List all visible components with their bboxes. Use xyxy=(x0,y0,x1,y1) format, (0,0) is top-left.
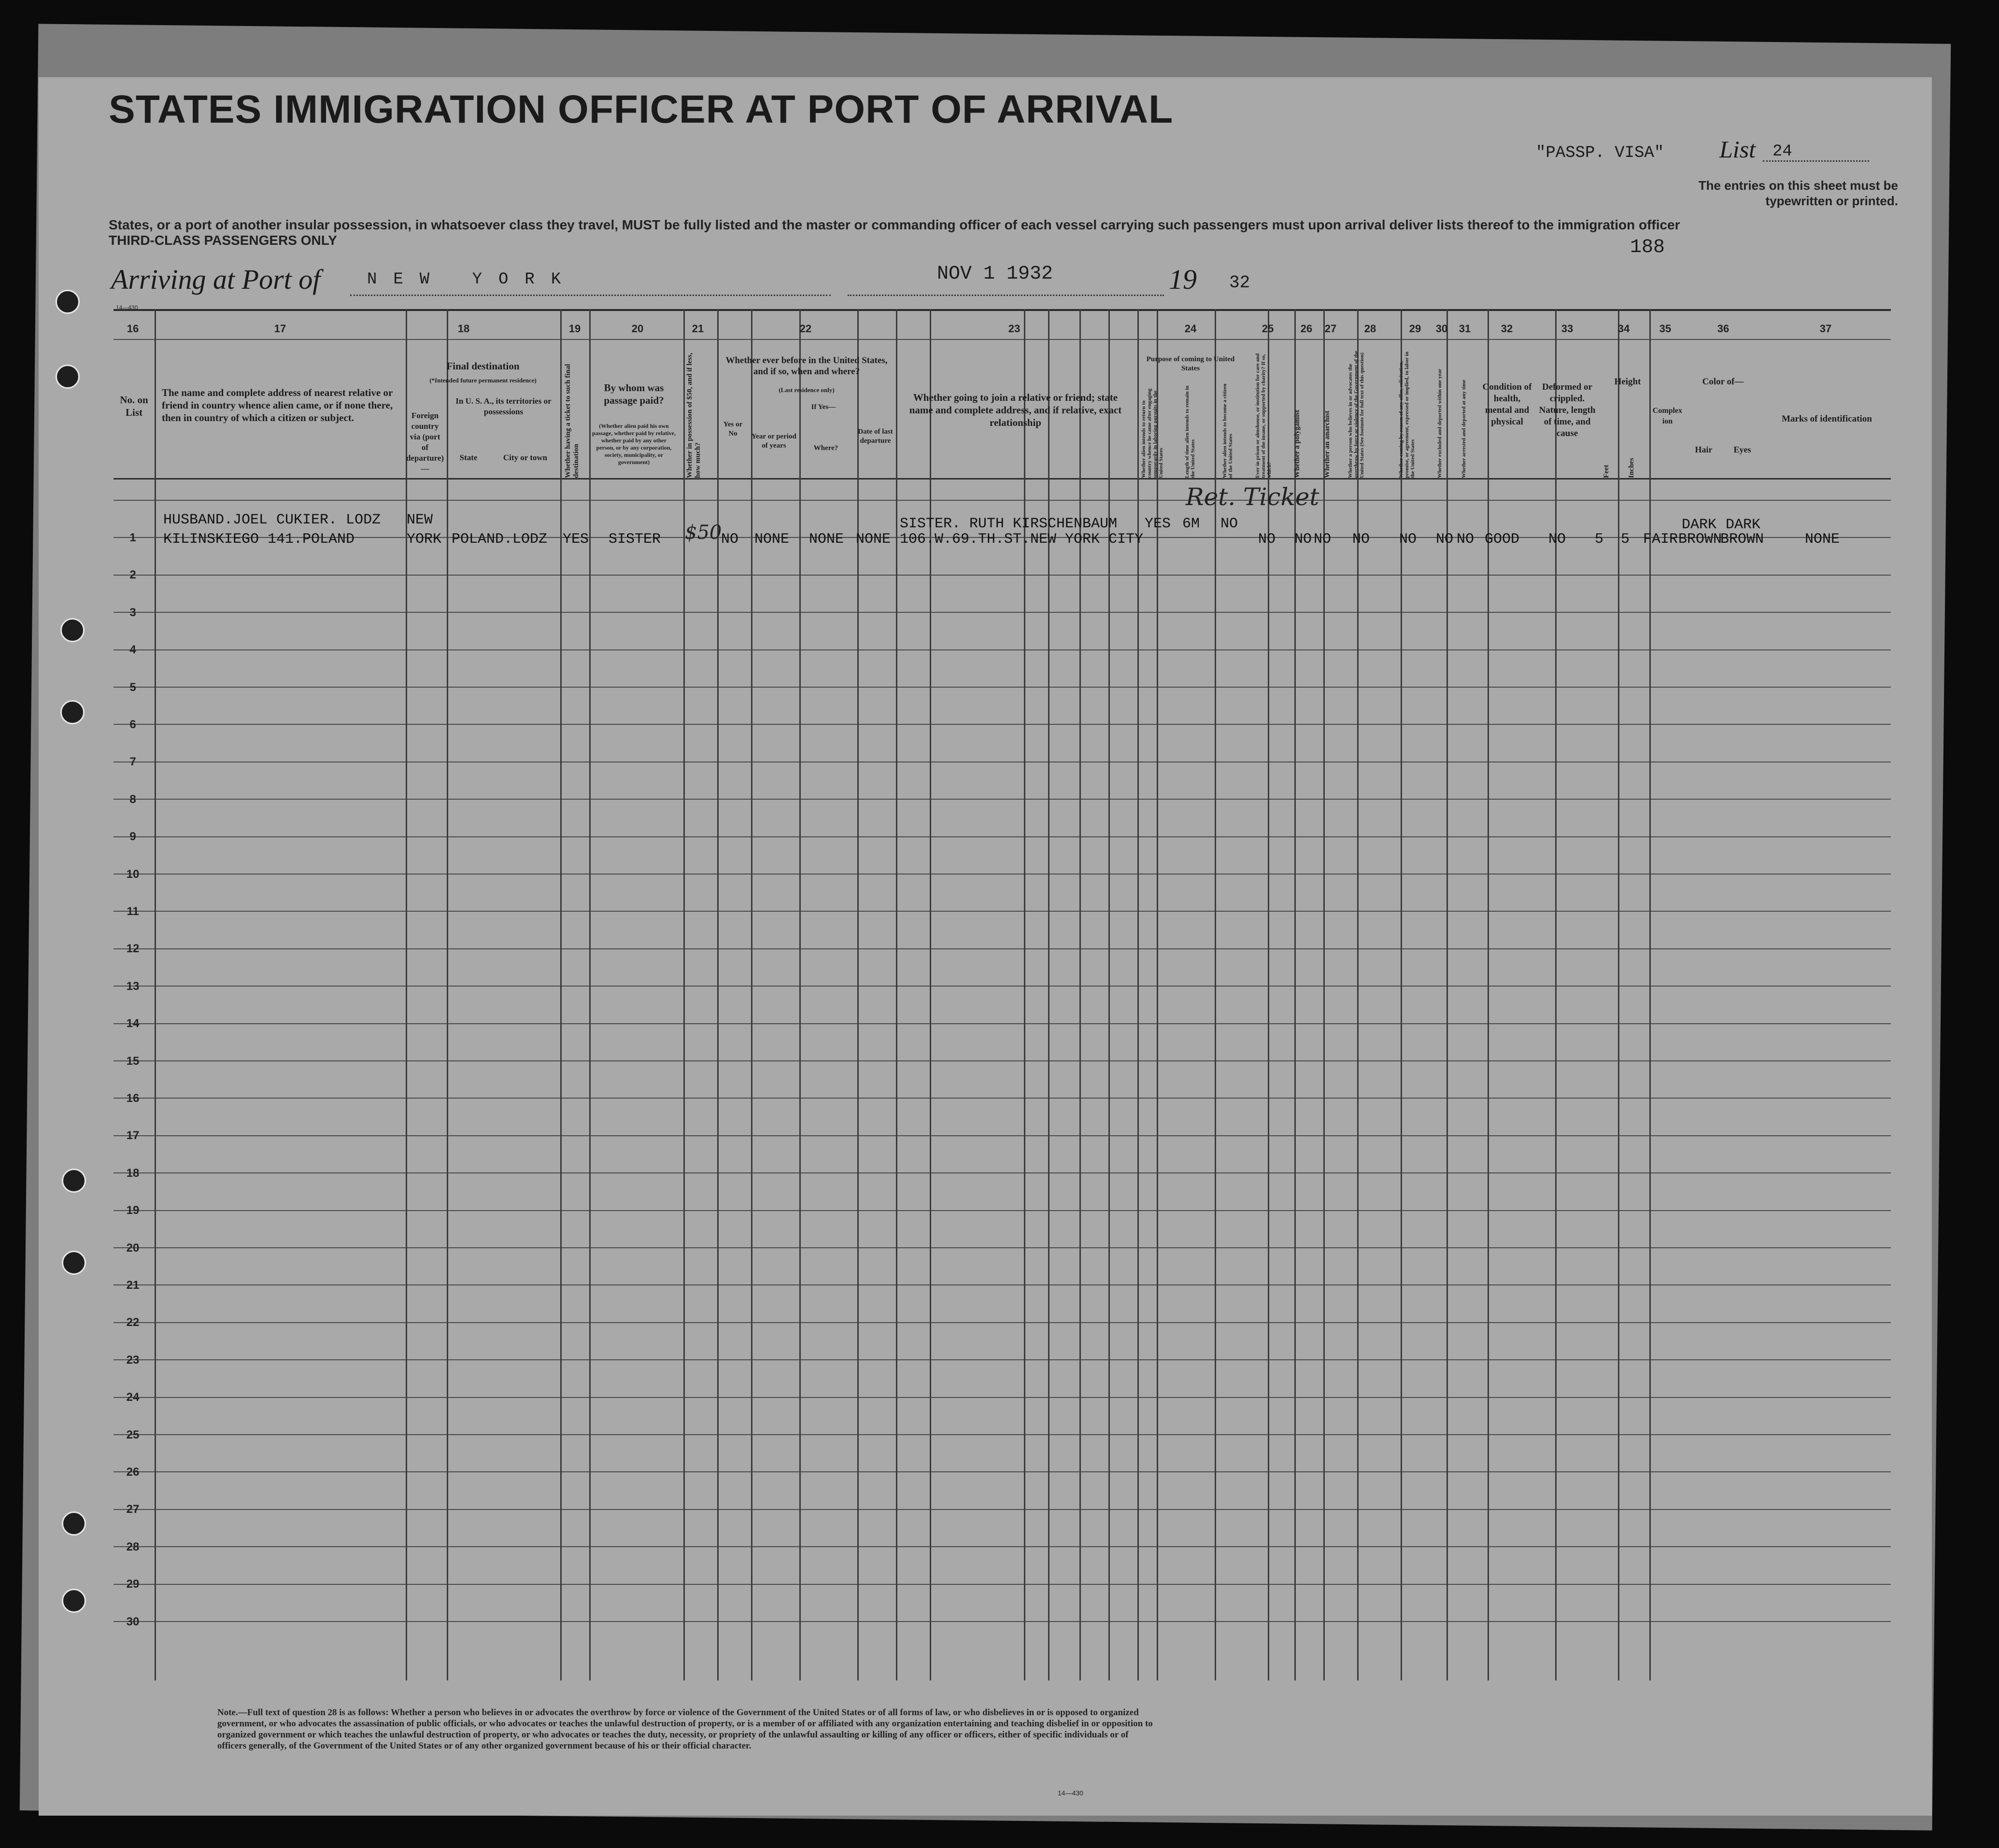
row-rule xyxy=(113,911,1891,912)
column-number: 21 xyxy=(692,323,704,335)
column-rule xyxy=(751,309,752,1680)
header-purpose-citizen: Whether alien intends to become a citizen of the United States xyxy=(1222,383,1233,478)
header-join-relative: Whether going to join a relative or friend; state name and complete address, and if relative, exact relationship xyxy=(909,392,1122,428)
date-dotted-line xyxy=(848,295,1164,296)
footnote-question-28: Note.—Full text of question 28 is as follows: Whether a person who believes in or advocates the overthrow by force or violence of the Government of the United States or of all forms of law, or who disbelieves in or is opposed to organized government, or who advocates the assassination of public officials, or who advocates or teaches the unlawful destruction of property, or is a member of or affiliated with any organization entertaining and teaching disbelief in or opposition to organized government or which teaches the unlawful destruction of property, or who advocates or teaches the duty, necessity, or propriety of the unlawful assaulting or killing of any officer or officers, either of specific individuals or of officers generally, of the Government of the United States or of any other organized government because of his or their official character. xyxy=(217,1707,1153,1751)
row-number: 12 xyxy=(126,942,140,956)
column-rule xyxy=(1446,309,1448,1680)
entry-money: $50 xyxy=(685,522,722,544)
column-rule xyxy=(1024,309,1025,1680)
row-number: 24 xyxy=(126,1391,140,1404)
column-number: 24 xyxy=(1184,323,1197,335)
header-year-period: Year or period of years xyxy=(751,433,796,450)
row-rule xyxy=(113,874,1891,875)
binder-hole xyxy=(56,365,80,389)
form-number-top: 14—430 xyxy=(116,304,138,311)
column-rule xyxy=(1215,309,1216,1680)
column-number: 37 xyxy=(1819,323,1832,335)
row-number: 20 xyxy=(126,1241,140,1255)
header-eyes: Eyes xyxy=(1733,445,1751,454)
entry-foreign-line1: NEW xyxy=(407,512,433,528)
header-prison: Ever in prison or almshouse, or institution for care and treatment of the insane, or supported by charity? If so, which? xyxy=(1255,353,1272,478)
row-rule xyxy=(113,612,1891,613)
header-passage-note: (Whether alien paid his own passage, whether paid by relative, whether paid by any other person, or by any corporation, society, municipality, or government) xyxy=(592,423,676,466)
column-number: 18 xyxy=(457,323,470,335)
row-rule xyxy=(113,1210,1891,1211)
year-suffix: 32 xyxy=(1229,273,1250,293)
row-rule xyxy=(113,1397,1891,1398)
port-dotted-line xyxy=(350,295,831,296)
grid-top-rule xyxy=(113,309,1891,311)
column-number: 16 xyxy=(127,323,139,335)
row-rule xyxy=(113,1060,1891,1061)
binder-hole xyxy=(62,1251,86,1275)
reference-number: 188 xyxy=(1630,237,1665,258)
column-rule xyxy=(1048,309,1049,1680)
binder-hole xyxy=(56,290,80,314)
row-rule xyxy=(113,1322,1891,1323)
row-number: 11 xyxy=(127,905,139,918)
header-excluded: Whether excluded and deported within one year xyxy=(1437,368,1443,478)
header-overthrow: Whether a person who believes in or advocates the overthrow by force or violence of the Government of the United States (See footnote for full text of this question) xyxy=(1347,351,1365,478)
column-number: 30 xyxy=(1435,323,1448,335)
header-polygamist: Whether a polygamist xyxy=(1293,409,1301,478)
binder-hole xyxy=(62,1589,86,1613)
header-deformed: Deformed or crippled. Nature, length of time, and cause xyxy=(1539,382,1596,438)
row-number: 6 xyxy=(129,718,136,731)
form-number: 14—430 xyxy=(1058,1789,1083,1797)
row-number: 1 xyxy=(129,531,136,544)
list-label: List xyxy=(1719,136,1756,163)
arrival-port: NEW YORK xyxy=(367,270,578,289)
column-rule xyxy=(589,309,591,1680)
entry-purpose-length: 6M xyxy=(1182,516,1200,532)
row-rule xyxy=(113,986,1891,987)
entry-ticket: YES xyxy=(563,531,589,548)
binder-hole xyxy=(60,618,85,642)
header-bottom-rule xyxy=(113,478,1891,480)
row-rule xyxy=(113,1023,1891,1024)
column-number-rule xyxy=(113,339,1891,340)
binder-hole xyxy=(62,1511,86,1536)
row-number: 15 xyxy=(126,1054,140,1068)
column-number: 33 xyxy=(1561,323,1574,335)
entry-paid-by: SISTER xyxy=(609,531,661,548)
row-number: 29 xyxy=(126,1578,140,1591)
row-number: 2 xyxy=(129,568,136,582)
column-number: 20 xyxy=(631,323,644,335)
header-passage-paid: By whom was passage paid? xyxy=(604,382,664,406)
header-if-yes: If Yes— xyxy=(811,403,836,411)
column-rule xyxy=(896,309,897,1680)
row-rule xyxy=(113,1359,1891,1360)
row-number: 16 xyxy=(126,1092,140,1105)
entry-marks: NONE xyxy=(1805,531,1840,548)
header-marks: Marks of identification xyxy=(1782,414,1872,424)
header-yes-no: Yes or No xyxy=(723,421,743,437)
entry-feet: 5 xyxy=(1595,531,1604,548)
header-color-of: Color of— xyxy=(1702,377,1744,387)
entry-prison: NO xyxy=(1258,531,1276,548)
entry-purpose-citizen: NO xyxy=(1220,516,1238,532)
row-number: 19 xyxy=(126,1204,140,1217)
column-rule xyxy=(1618,309,1619,1680)
arriving-label: Arriving at Port of xyxy=(111,264,321,295)
form-instructions: States, or a port of another insular possession, in whatsoever class they travel, MUST be fully listed and the master or commanding officer of each vessel carrying such passengers must upon arrival deliver lists thereof to the immigration officer xyxy=(109,217,1680,232)
column-rule xyxy=(1137,309,1139,1680)
row-number: 3 xyxy=(129,606,136,619)
header-money: Whether in possession of $50, and if less, how much? xyxy=(686,353,702,478)
column-number: 35 xyxy=(1659,323,1672,335)
header-complexion: Complexion xyxy=(1652,407,1683,425)
header-before-in-us: Whether ever before in the United States, and if so, when and where? xyxy=(725,355,888,377)
row-rule xyxy=(113,1247,1891,1248)
column-rule xyxy=(560,309,562,1680)
header-labor-offer: Whether coming by reason of any offer, solicitation, promise, or agreement, expressed or implied, to labor in the United States xyxy=(1398,352,1416,478)
column-rule xyxy=(447,309,448,1680)
row-number: 26 xyxy=(126,1466,140,1479)
row-number: 30 xyxy=(126,1615,140,1628)
entry-before-year: NONE xyxy=(754,531,790,548)
row-number: 17 xyxy=(126,1129,140,1143)
form-title: STATES IMMIGRATION OFFICER AT PORT OF ARRIVAL xyxy=(109,87,1174,131)
row-rule xyxy=(113,724,1891,725)
column-rule xyxy=(1268,309,1269,1680)
entry-purpose-return: YES xyxy=(1145,516,1171,532)
row-rule xyxy=(113,799,1891,800)
passport-visa-label: "PASSP. VISA" xyxy=(1536,144,1664,162)
row-number: 25 xyxy=(126,1428,140,1441)
row-number: 13 xyxy=(126,979,140,993)
header-purpose-length: Length of time alien intends to remain in the United States xyxy=(1184,385,1196,478)
entry-join-line1: SISTER. RUTH KIRSCHENBAUM xyxy=(900,516,1118,532)
column-number: 17 xyxy=(274,323,286,335)
entry-before-where: NONE xyxy=(809,531,844,548)
column-rule xyxy=(1401,309,1402,1680)
header-anarchist: Whether an anarchist xyxy=(1323,410,1331,478)
entry-foreign-line2: YORK xyxy=(407,531,442,548)
header-height: Height xyxy=(1614,377,1641,387)
header-final-destination: Final destination xyxy=(446,360,520,372)
row-number: 4 xyxy=(129,643,136,657)
row-rule xyxy=(113,836,1891,837)
column-number: 32 xyxy=(1501,323,1513,335)
column-rule xyxy=(1294,309,1296,1680)
row-number: 18 xyxy=(126,1166,140,1180)
header-final-destination-note: (*Intended future permanent residence) xyxy=(429,377,537,384)
header-in-usa: In U. S. A., its territories or possessions xyxy=(455,396,552,416)
entry-overthrow: NO xyxy=(1352,531,1370,548)
column-number: 36 xyxy=(1717,323,1730,335)
row-rule xyxy=(113,1546,1891,1547)
header-state: State xyxy=(459,453,478,462)
row-number: 23 xyxy=(126,1353,140,1367)
header-feet: Feet xyxy=(1602,465,1610,478)
entry-relative-line1: HUSBAND.JOEL CUKIER. LODZ xyxy=(163,512,381,528)
column-rule xyxy=(930,309,931,1680)
header-ticket: Whether having a ticket to such final destination xyxy=(564,364,580,478)
column-rule xyxy=(1555,309,1557,1680)
row-number: 7 xyxy=(129,755,136,769)
row-rule xyxy=(113,1471,1891,1472)
row-rule xyxy=(113,1509,1891,1510)
column-rule xyxy=(717,309,719,1680)
form-class-note: THIRD-CLASS PASSENGERS ONLY xyxy=(109,233,337,248)
entry-complexion: FAIR xyxy=(1643,531,1678,548)
entry-eyes-line2: BROWN xyxy=(1720,531,1764,548)
column-rule xyxy=(799,309,801,1680)
row-rule xyxy=(113,1434,1891,1435)
entry-deformed: NO xyxy=(1548,531,1566,548)
row-rule xyxy=(113,1284,1891,1285)
column-number: 28 xyxy=(1364,323,1376,335)
column-rule xyxy=(1079,309,1081,1680)
column-rule xyxy=(683,309,685,1680)
entry-arrested: NO xyxy=(1457,531,1474,548)
binder-hole xyxy=(60,700,85,724)
header-arrested: Whether arrested and deported at any time xyxy=(1461,380,1467,478)
row-number: 14 xyxy=(126,1017,140,1030)
column-rule xyxy=(1108,309,1110,1680)
row-rule xyxy=(113,1135,1891,1136)
header-last-residence: (Last residence only) xyxy=(779,386,835,394)
entry-hair-line2: BROWN xyxy=(1678,531,1722,548)
row-rule xyxy=(113,575,1891,576)
column-rule xyxy=(1357,309,1359,1680)
row-rule xyxy=(113,1098,1891,1099)
column-number: 27 xyxy=(1324,323,1337,335)
list-dotted-line xyxy=(1763,160,1869,162)
row-rule xyxy=(113,649,1891,650)
header-where: Where? xyxy=(813,444,838,452)
entry-eyes-line1: DARK xyxy=(1726,517,1761,533)
column-number: 31 xyxy=(1459,323,1471,335)
binder-hole xyxy=(62,1169,86,1193)
header-hair: Hair xyxy=(1695,445,1713,454)
header-date-departure: Date of last departure xyxy=(858,428,893,445)
column-rule xyxy=(1649,309,1651,1680)
row-rule xyxy=(113,1621,1891,1622)
entry-inches: 5 xyxy=(1621,531,1630,548)
column-number: 22 xyxy=(799,323,812,335)
column-rule xyxy=(1157,309,1158,1680)
column-number: 29 xyxy=(1409,323,1421,335)
entry-polygamist: NO xyxy=(1294,531,1312,548)
column-number: 19 xyxy=(568,323,581,335)
entry-hair-line1: DARK xyxy=(1682,517,1717,533)
row-rule xyxy=(113,1584,1891,1585)
entry-before-date: NONE xyxy=(856,531,891,548)
entry-labor-offer: NO xyxy=(1399,531,1417,548)
header-health: Condition of health, mental and physical xyxy=(1482,382,1532,427)
column-rule xyxy=(857,309,859,1680)
entry-relative-line2: KILINSKIEGO 141.POLAND xyxy=(163,531,355,548)
handwritten-note: Ret. Ticket xyxy=(1186,483,1319,511)
column-number: 26 xyxy=(1300,323,1313,335)
row-number: 10 xyxy=(126,867,140,881)
row-rule xyxy=(113,1172,1891,1173)
header-no-on-list: No. on List xyxy=(120,394,148,418)
header-city: City or town xyxy=(503,453,548,462)
column-rule xyxy=(1323,309,1325,1680)
entry-join-line2: 106.W.69.TH.ST.NEW YORK CITY xyxy=(900,531,1144,548)
header-nearest-relative: The name and complete address of nearest relative or friend in country whence alien came, or if none there, then in country of which a citizen or subject. xyxy=(162,387,393,423)
row-number: 5 xyxy=(129,680,136,694)
entry-excluded: NO xyxy=(1436,531,1454,548)
header-purpose: Purpose of coming to United States xyxy=(1146,355,1235,372)
header-foreign-country: Foreign country via (port of departure)— xyxy=(406,411,444,473)
column-rule xyxy=(155,309,156,1680)
entries-instruction: The entries on this sheet must be typewritten or printed. xyxy=(1698,178,1898,208)
year-label: 19 xyxy=(1169,264,1197,295)
entry-destination: POLAND.LODZ xyxy=(452,531,548,548)
list-number: 24 xyxy=(1772,142,1792,161)
column-number: 23 xyxy=(1008,323,1021,335)
column-rule xyxy=(1488,309,1489,1680)
row-number: 21 xyxy=(126,1279,140,1292)
row-rule xyxy=(113,948,1891,949)
arrival-date-stamp: NOV 1 1932 xyxy=(937,263,1053,285)
column-number: 34 xyxy=(1617,323,1630,335)
row-rule xyxy=(113,687,1891,688)
row-number: 8 xyxy=(129,792,136,806)
row-rule xyxy=(113,500,1891,501)
header-inches: Inches xyxy=(1628,458,1635,478)
row-number: 9 xyxy=(129,830,136,844)
entry-health: GOOD xyxy=(1485,531,1520,548)
row-number: 22 xyxy=(126,1316,140,1329)
row-number: 28 xyxy=(126,1540,140,1553)
entry-before-yes-no: NO xyxy=(721,531,739,548)
column-number: 25 xyxy=(1262,323,1274,335)
row-number: 27 xyxy=(126,1503,140,1516)
entry-anarchist: NO xyxy=(1314,531,1332,548)
header-purpose-return: Whether alien intends to return to country whence he came after engaging temporarily in laboring pursuits in the United States xyxy=(1141,388,1164,478)
